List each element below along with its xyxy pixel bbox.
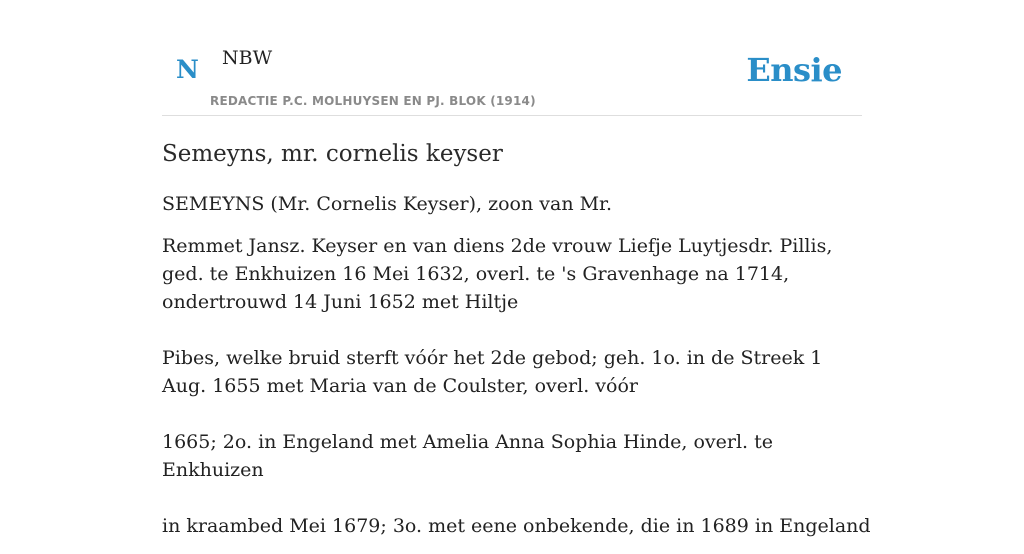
article-body: [162, 138, 872, 554]
article-paragraph: SEMEYNS (Mr. Cornelis Keyser), zoon van Mr.: [162, 193, 613, 215]
article-paragraph: 1665; 2o. in Engeland met Amelia Anna Sophia Hinde, overl. te Enkhuizen: [162, 431, 773, 481]
article-paragraph: Pibes, welke bruid sterft vóór het 2de gebod; geh. 1o. in de Streek 1 Aug. 1655 met Maria van de Coulster, overl. vóór: [162, 347, 823, 397]
source-name-link[interactable]: NBW: [222, 47, 273, 69]
article-paragraph: Remmet Jansz. Keyser en van diens 2de vrouw Liefje Luytjesdr. Pillis, ged. te Enkhuizen 16 Mei 1632, overl. te 's Gravenhage na 1714, ondertrouwd 14 Juni 1652 met Hiltje: [162, 235, 833, 313]
ensie-logo-link[interactable]: Ensie: [746, 51, 842, 89]
article-paragraph: in kraambed Mei 1679; 3o. met eene onbekende, die in 1689 in Engeland: [162, 515, 871, 537]
header: [162, 0, 862, 116]
source-subtitle: REDACTIE P.C. MOLHUYSEN EN PJ. BLOK (1914): [210, 94, 536, 108]
article-title: Semeyns, mr. cornelis keyser: [162, 141, 503, 167]
source-logo-icon[interactable]: N: [176, 55, 199, 84]
